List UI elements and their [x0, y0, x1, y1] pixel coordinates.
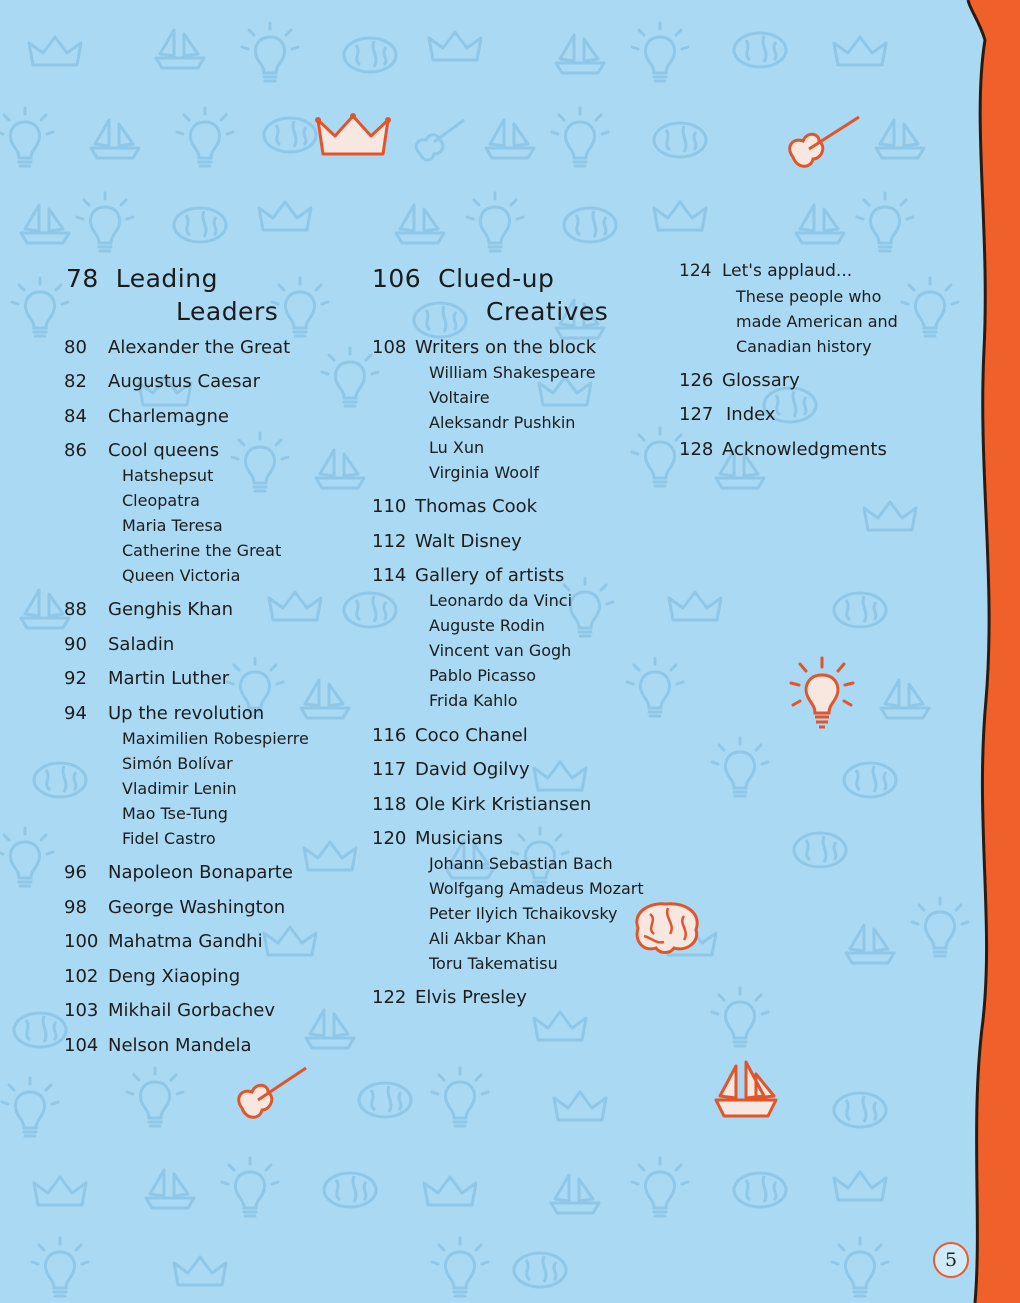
toc-subentry[interactable]: Toru Takematisu	[429, 954, 558, 973]
toc-subentry[interactable]: Aleksandr Pushkin	[429, 413, 576, 432]
lightbulb-icon	[788, 655, 856, 730]
crown-icon	[315, 112, 391, 162]
toc-subentry[interactable]: Peter Ilyich Tchaikovsky	[429, 904, 618, 923]
toc-subentry[interactable]: Ali Akbar Khan	[429, 929, 547, 948]
toc-subentry[interactable]: Pablo Picasso	[429, 666, 537, 685]
toc-subentry[interactable]: Vladimir Lenin	[122, 779, 237, 798]
toc-subentry[interactable]: Johann Sebastian Bach	[429, 854, 613, 873]
toc-subentry[interactable]: Simón Bolívar	[122, 754, 233, 773]
brain-icon	[630, 898, 704, 956]
toc-subentry[interactable]: Fidel Castro	[122, 829, 216, 848]
page-number-badge: 5	[933, 1242, 969, 1278]
toc-subentry[interactable]: Lu Xun	[429, 438, 485, 457]
toc-subentry[interactable]: Virginia Woolf	[429, 463, 539, 482]
violin-icon	[236, 1064, 310, 1122]
toc-subentry[interactable]: made American and	[736, 312, 898, 331]
ship-icon	[712, 1060, 780, 1120]
toc-subentry[interactable]: Maximilien Robespierre	[122, 729, 309, 748]
toc-subentry[interactable]: Maria Teresa	[122, 516, 223, 535]
toc-subentry[interactable]: Frida Kahlo	[429, 691, 518, 710]
contents-page: 78 Leading Leaders 80 Alexander the Great 82 Augustus Caesar 84 Charlemagne 86 Cool queens Hatshepsut Cleopatra Maria Teresa Catherine the Great Queen Victoria 88 Genghis Khan 90 Saladin 92 Martin Luther 94 Up the revolution Maximilien Robespierre Simón Bolívar Vladimir Lenin Mao Tse-Tung Fidel Castro 96 Napoleon Bonaparte 98 George Washington 100 Mahatma Gandhi 102 Deng Xiaoping 103 Mikhail Gorbachev 104 Nelson Mandela 106 Clued-up Creatives 108 Writers on the block William Shakespeare Voltaire Aleksandr Pushkin Lu Xun Virginia Woolf 110 Thomas Cook 112 Walt Disney 114 Gallery of artists Leonardo da Vinci Auguste Rodin Vincent van Gogh Pablo Picasso Frida Kahlo 116 Coco Chanel 117 David Ogilvy 118 Ole Kirk Kristiansen 120 Musicians Johann Sebastian Bach Wolfgang Amadeus Mozart Peter Ilyich Tchaikovsky Ali Akbar Khan Toru Takematisu 122 Elvis Presley 124 Let's applaud... These people who made American and Canadian history 126 Glossary 127 Index 128 Acknowledgments 5	[0, 0, 1020, 1303]
toc-subentry[interactable]: Auguste Rodin	[429, 616, 545, 635]
toc-subentry[interactable]: Voltaire	[429, 388, 490, 407]
toc-subentry[interactable]: Canadian history	[736, 337, 872, 356]
toc-subentry[interactable]: These people who	[736, 287, 882, 306]
toc-subentry[interactable]: William Shakespeare	[429, 363, 596, 382]
toc-subentry[interactable]: Mao Tse-Tung	[122, 804, 228, 823]
toc-subentry[interactable]: Vincent van Gogh	[429, 641, 572, 660]
toc-subentry[interactable]: Catherine the Great	[122, 541, 282, 560]
toc-subentry[interactable]: Hatshepsut	[122, 466, 214, 485]
toc-subentry[interactable]: Cleopatra	[122, 491, 200, 510]
violin-icon	[785, 113, 863, 175]
toc-subentry[interactable]: Leonardo da Vinci	[429, 591, 573, 610]
toc-subentry[interactable]: Wolfgang Amadeus Mozart	[429, 879, 644, 898]
toc-subentry[interactable]: Queen Victoria	[122, 566, 241, 585]
